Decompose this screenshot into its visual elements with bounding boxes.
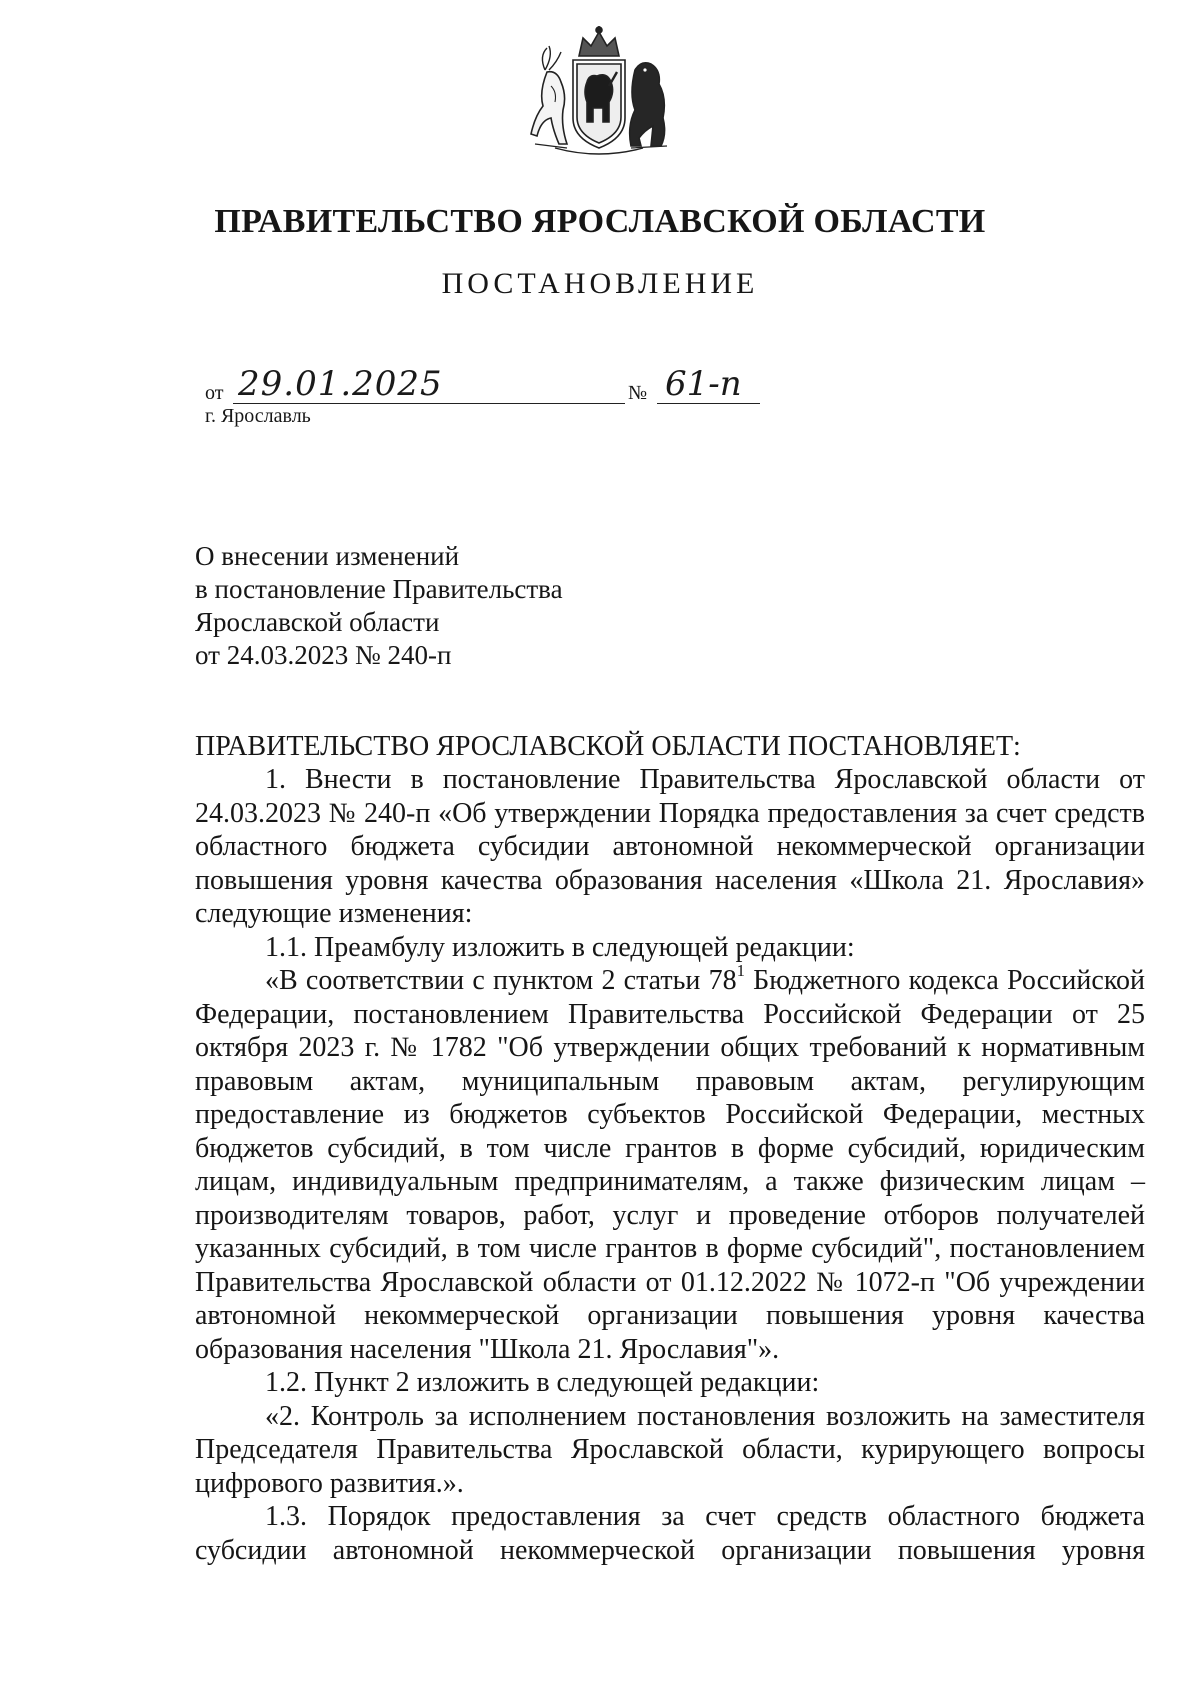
handwritten-date: 29.01.2025 xyxy=(238,364,443,404)
paragraph-1-3: 1.3. Порядок предоставления за счет средств областного бюджета субсидии автономной некоммерческой организации повышения уровня xyxy=(195,1501,1145,1566)
quote-rest: Бюджетного кодекса Российской Федерации, постановлением Правительства Российской Федерации от 25 октября 2023 г. № 1782 "Об утверждении общих требований к нормативным правовым актам, муниципальным правовым актам, регулирующим предоставление из бюджетов субъектов Российской Федерации, местных бюджетов субсидий, в том числе грантов в форме субсидий, юридическим лицам, индивидуальным предпринимателям, а также физическим лицам – производителям товаров, работ, услуг и проведение отборов получателей указанных субсидий, в том числе грантов в форме субсидий", постановлением Правительства Ярославской области от 01.12.2022 № 1072-п "Об учреждении автономной некоммерческой организации повышения уровня качества образования населения "Школа 21. Ярославия"». xyxy=(195,965,1145,1365)
handwritten-number: 61-п xyxy=(665,364,742,404)
paragraph-1-2-quote: «2. Контроль за исполнением постановления возложить на заместителя Председателя Правительства Ярославской области, курирующего вопросы цифрового развития.». xyxy=(195,1400,1145,1499)
document-type: ПОСТАНОВЛЕНИЕ xyxy=(441,267,759,300)
resolves-heading: ПРАВИТЕЛЬСТВО ЯРОСЛАВСКОЙ ОБЛАСТИ ПОСТАНОВЛЯЕТ: xyxy=(195,731,1021,762)
date-prefix: от xyxy=(205,382,224,404)
subject-line: О внесении изменений xyxy=(195,541,460,571)
document-body xyxy=(195,763,1145,1567)
paragraph-1-2: 1.2. Пункт 2 изложить в следующей редакции: xyxy=(265,1367,820,1398)
subject-block xyxy=(195,540,563,672)
quote-start: «В соответствии с пунктом 2 статьи 78 xyxy=(265,965,737,996)
paragraph-1: 1. Внести в постановление Правительства Ярославской области от 24.03.2023 № 240-п «Об утверждении Порядка предоставления за счет средств областного бюджета субсидии автономной некоммерческой организации повышения уровня качества образования населения «Школа 21. Ярославия» следующие изменения: xyxy=(195,764,1145,929)
paragraph-1-1: 1.1. Преамбулу изложить в следующей редакции: xyxy=(265,931,855,963)
number-sign: № xyxy=(628,382,648,404)
government-title: ПРАВИТЕЛЬСТВО ЯРОСЛАВСКОЙ ОБЛАСТИ xyxy=(214,203,986,240)
paragraph-1-1-quote xyxy=(195,961,1145,1366)
subject-line: Ярославской области xyxy=(195,607,440,637)
coat-of-arms-icon xyxy=(527,26,671,168)
subject-line: в постановление Правительства xyxy=(195,574,563,604)
article-superscript: 1 xyxy=(736,961,745,981)
city-label: г. Ярославль xyxy=(205,405,311,427)
subject-line: от 24.03.2023 № 240-п xyxy=(195,640,452,670)
